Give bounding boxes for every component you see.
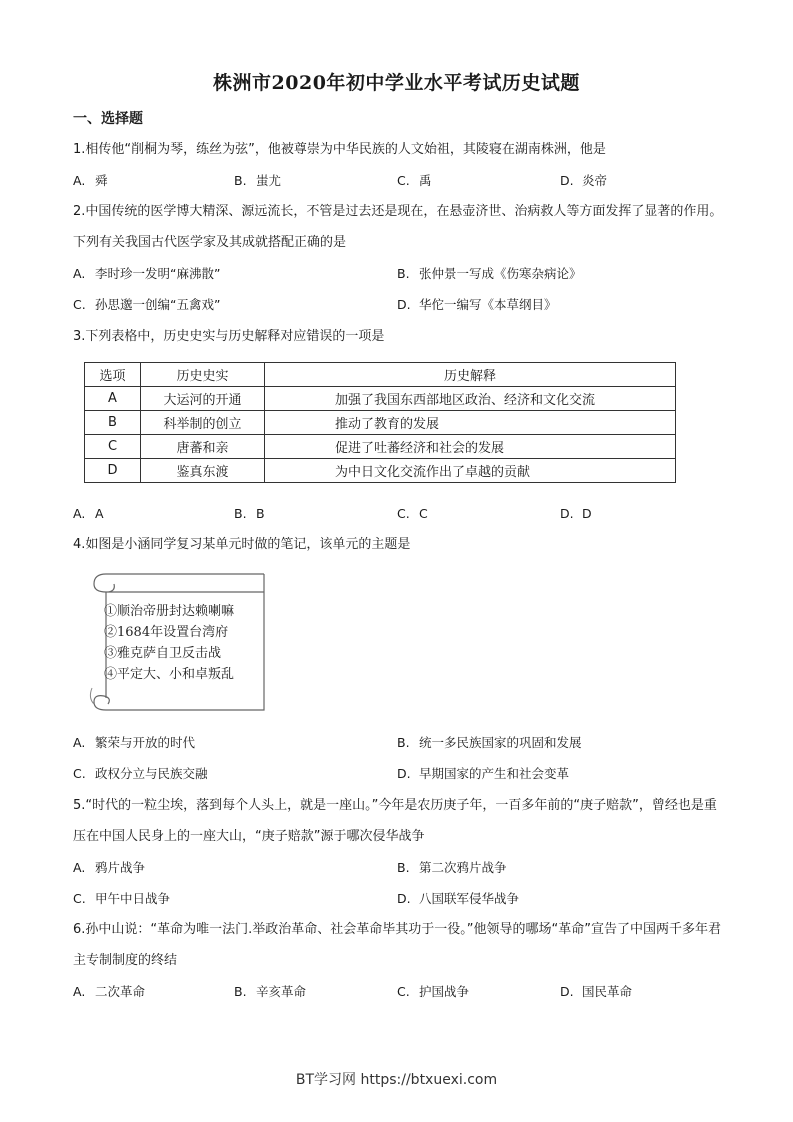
table-header-cell: 选项: [85, 363, 141, 387]
question-4-stem: 4.如图是小涵同学复习某单元时做的笔记，该单元的主题是: [73, 537, 411, 552]
q2-option-b[interactable]: B. 张仲景一写成《伤寒杂病论》: [397, 266, 582, 281]
q4-option-b[interactable]: B. 统一多民族国家的巩固和发展: [397, 735, 582, 750]
table-row: [85, 435, 676, 459]
q5-option-c[interactable]: C. 甲午中日战争: [73, 891, 170, 906]
q1-option-a[interactable]: A. 舜: [73, 173, 108, 188]
question-6-stem: 6.孙中山说：“革命为唯一法门.举政治革命、社会革命毕其功于一役。”他领导的哪场“革命”宣告了中国两千多年君主专制制度的终结: [73, 922, 721, 968]
q5-option-d[interactable]: D. 八国联军侵华战争: [397, 891, 519, 906]
section-heading: 一、选择题: [73, 111, 143, 127]
q2-option-a[interactable]: A. 李时珍一发明“麻沸散”: [73, 266, 221, 281]
table-row: [85, 411, 676, 435]
table-header-row: [85, 363, 676, 387]
q2-option-c[interactable]: C. 孙思邈一创编“五禽戏”: [73, 297, 221, 312]
notes-list: [104, 601, 234, 685]
q6-option-c[interactable]: C. 护国战争: [397, 984, 469, 999]
q6-option-d[interactable]: D. 国民革命: [560, 984, 632, 999]
question-2-stem: 2.中国传统的医学博大精深、源远流长，不管是过去还是现在，在悬壶济世、治病救人等方面发挥了显著的作用。下列有关我国古代医学家及其成就搭配正确的是: [73, 204, 723, 250]
table-cell: D: [85, 459, 141, 483]
q5-option-b[interactable]: B. 第二次鸦片战争: [397, 860, 507, 875]
q3-option-b[interactable]: B. B: [234, 506, 265, 521]
table-row: [85, 387, 676, 411]
q6-option-b[interactable]: B. 辛亥革命: [234, 984, 306, 999]
table-cell: 科举制的创立: [141, 411, 265, 435]
q4-option-a[interactable]: A. 繁荣与开放的时代: [73, 735, 195, 750]
note-line: ②1684年设置台湾府: [104, 625, 229, 640]
q1-option-b[interactable]: B. 蚩尤: [234, 173, 281, 188]
note-line: ④平定大、小和卓叛乱: [104, 667, 235, 682]
q4-option-d[interactable]: D. 早期国家的产生和社会变革: [397, 766, 569, 781]
q3-option-a[interactable]: A. A: [73, 506, 104, 521]
page-footer: BT学习网 https://btxuexi.com: [295, 1072, 498, 1088]
table-cell: 鉴真东渡: [141, 459, 265, 483]
table-cell: 唐蕃和亲: [141, 435, 265, 459]
table-cell: 促进了吐蕃经济和社会的发展: [265, 435, 676, 459]
q4-option-c[interactable]: C. 政权分立与民族交融: [73, 766, 208, 781]
table-cell: B: [85, 411, 141, 435]
q6-option-a[interactable]: A. 二次革命: [73, 984, 145, 999]
note-line: ①顺治帝册封达赖喇嘛: [104, 604, 235, 619]
table-cell: 推动了教育的发展: [265, 411, 676, 435]
q1-option-d[interactable]: D. 炎帝: [560, 173, 607, 188]
table-cell: C: [85, 435, 141, 459]
note-line: ③雅克萨自卫反击战: [104, 646, 222, 661]
history-table: [84, 362, 676, 483]
page-title: 株洲市2020年初中学业水平考试历史试题: [213, 72, 580, 94]
table-header-cell: 历史史实: [141, 363, 265, 387]
question-5-stem: 5.“时代的一粒尘埃，落到每个人头上，就是一座山。”今年是农历庚子年，一百多年前的“庚子赔款”，曾经也是重压在中国人民身上的一座大山，“庚子赔款”源于哪次侵华战争: [73, 798, 717, 844]
q5-option-a[interactable]: A. 鸦片战争: [73, 860, 145, 875]
q3-option-d[interactable]: D. D: [560, 506, 592, 521]
question-1-stem: 1.相传他“削桐为琴，练丝为弦”，他被尊崇为中华民族的人文始祖，其陵寝在湖南株洲，他是: [73, 142, 606, 157]
table-cell: 为中日文化交流作出了卓越的贡献: [265, 459, 676, 483]
table-cell: A: [85, 387, 141, 411]
table-cell: 大运河的开通: [141, 387, 265, 411]
table-row: [85, 459, 676, 483]
question-3-stem: 3.下列表格中，历史史实与历史解释对应错误的一项是: [73, 329, 385, 344]
table-cell: 加强了我国东西部地区政治、经济和文化交流: [265, 387, 676, 411]
q2-option-d[interactable]: D. 华佗一编写《本草纲目》: [397, 297, 557, 312]
q1-option-c[interactable]: C. 禹: [397, 173, 432, 188]
q3-option-c[interactable]: C. C: [397, 506, 428, 521]
table-header-cell: 历史解释: [265, 363, 676, 387]
